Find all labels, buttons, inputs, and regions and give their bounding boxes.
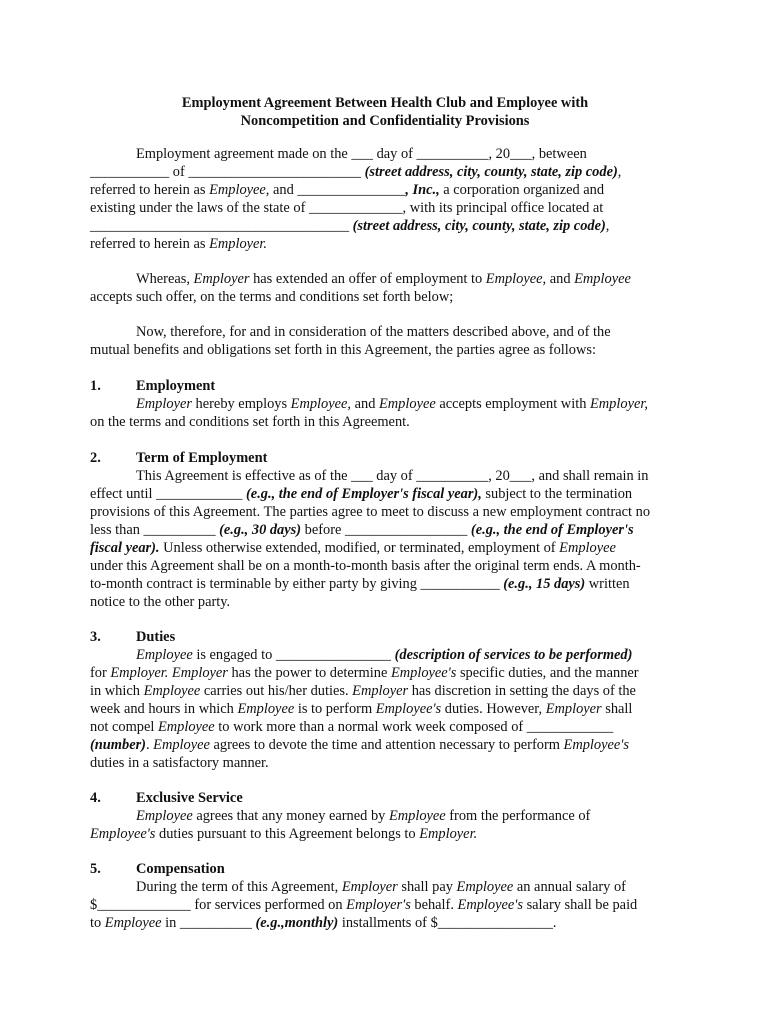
intro-line-3: referred to herein as Employee, and _______________, Inc., a corporation organized and bbox=[90, 182, 605, 198]
section-2-line-2: effect until ____________ (e.g., the end of Employer's fiscal year), subject to the termination bbox=[90, 486, 633, 502]
section-2-line-7: to-month contract is terminable by either party by giving ___________ (e.g., 15 days) written bbox=[90, 576, 630, 592]
title-line-2: Noncompetition and Confidentiality Provisions bbox=[240, 113, 530, 129]
section-2-line-1: This Agreement is effective as of the ___ day of __________, 20___, and shall remain in bbox=[136, 468, 649, 484]
document-title bbox=[90, 94, 680, 130]
section-3-line-1: Employee is engaged to ________________ (description of services to be performed) bbox=[136, 647, 633, 663]
section-1-line-1: Employer hereby employs Employee, and Employee accepts employment with Employer, bbox=[136, 396, 648, 412]
whereas-line-1: Whereas, Employer has extended an offer of employment to Employee, and Employee bbox=[136, 271, 631, 287]
section-3-number: 3. bbox=[90, 629, 101, 645]
section-3-line-2: for Employer. Employer has the power to determine Employee's specific duties, and the manner bbox=[90, 665, 639, 681]
section-3-line-7: duties in a satisfactory manner. bbox=[90, 755, 269, 771]
section-1-number: 1. bbox=[90, 378, 101, 394]
intro-line-5: ____________________________________ (street address, city, county, state, zip code), bbox=[90, 218, 610, 234]
section-2-number: 2. bbox=[90, 450, 101, 466]
section-2-heading: Term of Employment bbox=[136, 450, 268, 466]
section-2-line-8: notice to the other party. bbox=[90, 594, 231, 610]
section-1-line-2: on the terms and conditions set forth in this Agreement. bbox=[90, 414, 410, 430]
intro-line-2: ___________ of ________________________ (street address, city, county, state, zip code), bbox=[90, 164, 622, 180]
section-5-number: 5. bbox=[90, 861, 101, 877]
section-5-heading: Compensation bbox=[136, 861, 225, 877]
section-3-line-4: week and hours in which Employee is to perform Employee's duties. However, Employer shall bbox=[90, 701, 633, 717]
section-2-line-6: under this Agreement shall be on a month-to-month basis after the original term ends. A month- bbox=[90, 558, 641, 574]
intro-line-6: referred to herein as Employer. bbox=[90, 236, 268, 252]
section-4-heading: Exclusive Service bbox=[136, 790, 243, 806]
section-4-line-1: Employee agrees that any money earned by Employee from the performance of bbox=[136, 808, 591, 824]
title-line-1: Employment Agreement Between Health Club and Employee with bbox=[181, 95, 589, 111]
section-3-heading: Duties bbox=[136, 629, 176, 645]
intro-line-4: existing under the laws of the state of _____________, with its principal office located at bbox=[90, 200, 604, 216]
section-5-line-2: $_____________ for services performed on Employer's behalf. Employee's salary shall be paid bbox=[90, 897, 638, 913]
section-3-line-6: (number). Employee agrees to devote the time and attention necessary to perform Employee's bbox=[90, 737, 629, 753]
section-2-line-5: fiscal year). Unless otherwise extended, modified, or terminated, employment of Employee bbox=[90, 540, 616, 556]
intro-line-1: Employment agreement made on the ___ day of __________, 20___, between bbox=[136, 146, 587, 162]
whereas-line-2: accepts such offer, on the terms and conditions set forth below; bbox=[90, 289, 454, 305]
section-1-heading: Employment bbox=[136, 378, 216, 394]
section-2-line-4: less than __________ (e.g., 30 days) before _________________ (e.g., the end of Employer's bbox=[90, 522, 634, 538]
section-4-line-2: Employee's duties pursuant to this Agreement belongs to Employer. bbox=[90, 826, 478, 842]
section-3-line-5: not compel Employee to work more than a normal work week composed of ____________ bbox=[90, 719, 614, 735]
section-5-line-1: During the term of this Agreement, Employer shall pay Employee an annual salary of bbox=[136, 879, 626, 895]
section-5-line-3: to Employee in __________ (e.g.,monthly) installments of $________________. bbox=[90, 915, 557, 931]
now-line-2: mutual benefits and obligations set forth in this Agreement, the parties agree as follows: bbox=[90, 342, 596, 358]
section-3-line-3: in which Employee carries out his/her duties. Employer has discretion in setting the days of the bbox=[90, 683, 636, 699]
now-line-1: Now, therefore, for and in consideration of the matters described above, and of the bbox=[136, 324, 611, 340]
section-2-line-3: provisions of this Agreement. The parties agree to meet to discuss a new employment contract no bbox=[90, 504, 651, 520]
section-4-number: 4. bbox=[90, 790, 101, 806]
